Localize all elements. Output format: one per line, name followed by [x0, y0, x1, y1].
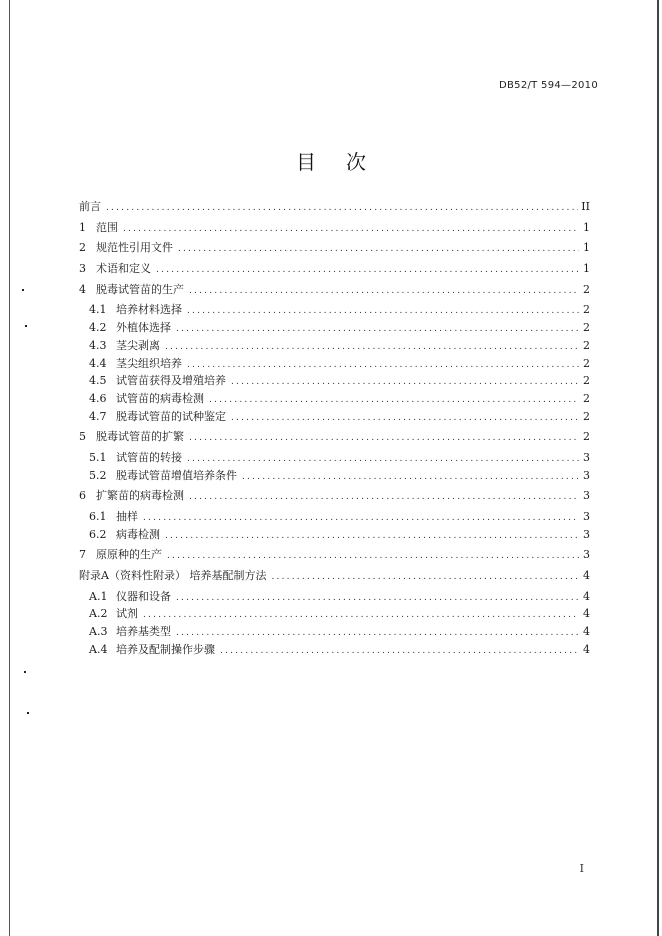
toc-entry-label: 规范性引用文件	[96, 241, 173, 255]
toc-entry[interactable]	[79, 605, 590, 623]
toc-entry-label: 脱毒试管苗增值培养条件	[116, 468, 237, 482]
toc-entry-page: 2	[583, 338, 590, 352]
toc-entry-label: 茎尖剥离	[116, 338, 160, 352]
toc-entry-page: 2	[583, 391, 590, 405]
toc-entry-number: 4.1	[89, 303, 107, 317]
scan-left-edge	[9, 0, 10, 936]
toc-entry-number: A.1	[89, 589, 108, 603]
toc-entry[interactable]	[79, 301, 590, 319]
toc-entry[interactable]	[79, 428, 590, 446]
toc-entry-label: 抽样	[116, 510, 138, 523]
document-code: DB52/T 594—2010	[499, 80, 598, 91]
toc-entry[interactable]	[79, 588, 590, 606]
toc-entry[interactable]	[79, 546, 590, 564]
toc-leader-dots	[220, 643, 579, 661]
toc-entry[interactable]	[79, 408, 590, 426]
toc-leader-dots	[106, 200, 578, 218]
toc-entry[interactable]	[79, 526, 590, 544]
toc-entry-number: 6.2	[89, 527, 107, 541]
toc-entry-page: 3	[583, 450, 590, 464]
toc-entry[interactable]	[79, 390, 590, 408]
toc-entry-number: 3	[79, 262, 86, 276]
toc-entry[interactable]	[79, 198, 590, 216]
toc-entry-page: 2	[583, 282, 590, 296]
toc-entry[interactable]	[79, 319, 590, 337]
toc-entry[interactable]	[79, 355, 590, 373]
toc-entry-number: 4.2	[89, 321, 107, 335]
toc-entry-label: 试管苗获得及增殖培养	[116, 374, 226, 388]
toc-entry[interactable]	[79, 641, 590, 659]
toc-entry-label: 术语和定义	[96, 262, 151, 276]
toc-entry-number: 5.1	[89, 450, 107, 464]
toc-entry-label: 前言	[79, 200, 101, 213]
toc-entry[interactable]	[79, 567, 590, 585]
toc-entry-number: A.4	[89, 642, 108, 656]
toc-entry-page: 4	[583, 607, 590, 621]
toc-leader-dots	[271, 569, 579, 587]
toc-entry-label: 附录A（资料性附录） 培养基配制方法	[79, 569, 267, 583]
toc-entry-page: 2	[583, 303, 590, 317]
toc-entry-page: 3	[583, 527, 590, 541]
toc-entry[interactable]	[79, 239, 590, 257]
toc-entry-page: 2	[583, 356, 590, 370]
toc-entry[interactable]	[79, 337, 590, 355]
toc-entry-number: 6.1	[89, 510, 107, 523]
toc-entry-label: 试管苗的转接	[116, 450, 182, 464]
toc-leader-dots	[189, 430, 579, 448]
toc-entry-page: 3	[583, 510, 590, 523]
toc-entry-page: 1	[583, 262, 590, 276]
toc-entry-page: 3	[583, 548, 590, 562]
toc-entry-number: A.2	[89, 607, 108, 621]
toc-entry-page: 3	[583, 468, 590, 482]
toc-entry-number: 4	[79, 282, 86, 296]
page-number: I	[579, 862, 584, 875]
toc-entry-label: 仪器和设备	[116, 589, 171, 603]
toc-entry-page: II	[581, 200, 590, 213]
toc-entry-number: 4.7	[89, 409, 107, 423]
scan-speck	[22, 289, 24, 291]
toc-entry-page: 4	[583, 642, 590, 656]
toc-entry-page: 1	[583, 241, 590, 255]
table-of-contents	[79, 198, 590, 659]
toc-leader-dots	[189, 489, 579, 507]
scan-right-edge	[657, 0, 659, 936]
toc-entry-number: 5	[79, 430, 86, 444]
toc-entry-number: 4.4	[89, 356, 107, 370]
toc-entry-label: 培养及配制操作步骤	[116, 642, 215, 656]
toc-leader-dots	[242, 469, 579, 487]
toc-entry[interactable]	[79, 219, 590, 237]
toc-entry-number: 2	[79, 241, 86, 255]
toc-entry-label: 原原种的生产	[96, 548, 162, 562]
scan-speck	[27, 712, 29, 714]
toc-entry-label: 培养材料选择	[116, 303, 182, 317]
toc-entry-label: 范围	[96, 220, 118, 234]
toc-entry[interactable]	[79, 467, 590, 485]
toc-entry-number: 4.3	[89, 338, 107, 352]
toc-entry[interactable]	[79, 281, 590, 299]
toc-entry-number: A.3	[89, 625, 108, 639]
page-title-left: 目	[296, 150, 316, 174]
toc-entry-number: 1	[79, 220, 86, 234]
toc-entry-label: 脱毒试管苗的扩繁	[96, 430, 184, 444]
toc-leader-dots	[165, 528, 579, 546]
toc-entry-page: 1	[583, 220, 590, 234]
toc-leader-dots	[156, 262, 579, 280]
toc-leader-dots	[178, 241, 579, 259]
toc-entry-label: 培养基类型	[116, 625, 171, 639]
toc-entry-number: 5.2	[89, 468, 107, 482]
page-title	[0, 146, 662, 175]
toc-entry[interactable]	[79, 449, 590, 467]
toc-entry-page: 2	[583, 430, 590, 444]
page-title-right: 次	[346, 150, 366, 174]
toc-entry-page: 3	[583, 489, 590, 503]
scan-speck	[25, 325, 27, 327]
toc-leader-dots	[231, 410, 579, 428]
toc-entry-page: 4	[583, 569, 590, 583]
toc-entry-page: 2	[583, 409, 590, 423]
toc-entry-page: 2	[583, 321, 590, 335]
toc-entry-label: 茎尖组织培养	[116, 356, 182, 370]
toc-entry-label: 脱毒试管苗的试种鉴定	[116, 409, 226, 423]
scan-speck	[24, 671, 26, 673]
toc-entry-number: 4.5	[89, 374, 107, 388]
toc-entry[interactable]	[79, 508, 590, 526]
toc-entry-number: 6	[79, 489, 86, 503]
toc-entry-label: 扩繁苗的病毒检测	[96, 489, 184, 503]
toc-entry-number: 7	[79, 548, 86, 562]
toc-entry-page: 4	[583, 625, 590, 639]
toc-entry-label: 病毒检测	[116, 527, 160, 541]
toc-entry-page: 4	[583, 589, 590, 603]
toc-entry-label: 外植体选择	[116, 321, 171, 335]
toc-entry[interactable]	[79, 487, 590, 505]
toc-leader-dots	[167, 548, 579, 566]
toc-entry[interactable]	[79, 623, 590, 641]
toc-leader-dots	[123, 221, 579, 239]
toc-entry-number: 4.6	[89, 391, 107, 405]
toc-entry-label: 脱毒试管苗的生产	[96, 282, 184, 296]
toc-entry-page: 2	[583, 374, 590, 388]
toc-entry[interactable]	[79, 372, 590, 390]
toc-leader-dots	[189, 283, 579, 301]
toc-entry-label: 试剂	[116, 607, 138, 621]
toc-entry[interactable]	[79, 260, 590, 278]
toc-entry-label: 试管苗的病毒检测	[116, 391, 204, 405]
